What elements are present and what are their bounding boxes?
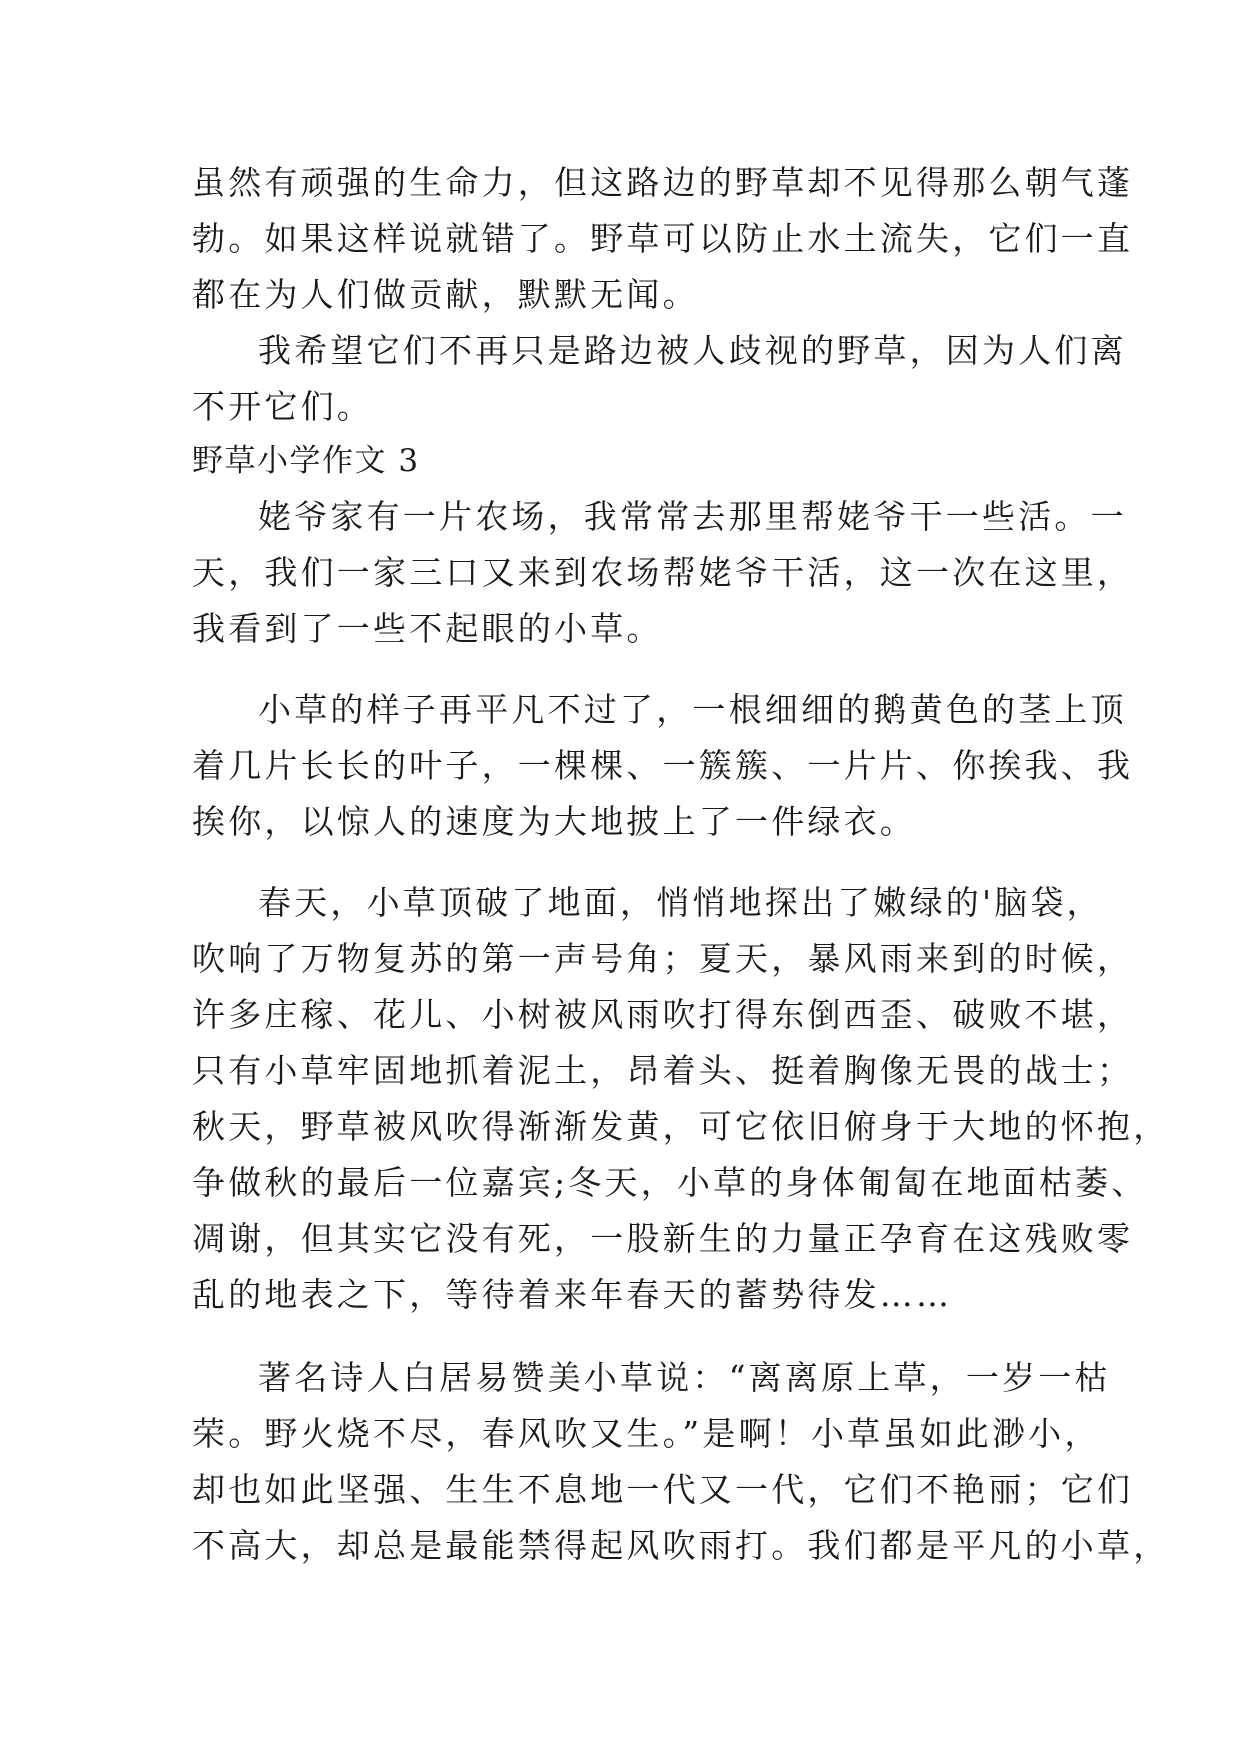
text-line: 争做秋的最后一位嘉宾;冬天，小草的身体匍匐在地面枯萎、 <box>192 1163 1148 1202</box>
text-line: 却也如此坚强、生生不息地一代又一代，它们不艳丽；它们 <box>192 1470 1134 1509</box>
text-line: 姥爷家有一片农场，我常常去那里帮姥爷干一些活。一 <box>258 497 1127 536</box>
text-line: 吹响了万物复苏的第一声号角；夏天，暴风雨来到的时候， <box>192 939 1134 978</box>
text-line: 凋谢，但其实它没有死，一股新生的力量正孕育在这残败零 <box>192 1219 1134 1258</box>
text-line: 勃。如果这样说就错了。野草可以防止水土流失，它们一直 <box>192 219 1134 258</box>
text-line: 不开它们。 <box>192 387 373 426</box>
section-heading: 野草小学作文 3 <box>192 443 420 479</box>
text-line: 不高大，却总是最能禁得起风吹雨打。我们都是平凡的小草， <box>192 1526 1170 1565</box>
text-line: 著名诗人白居易赞美小草说：“离离原上草，一岁一枯 <box>258 1358 1111 1397</box>
text-line: 乱的地表之下，等待着来年春天的蓄势待发…… <box>192 1275 953 1314</box>
text-line: 虽然有顽强的生命力，但这路边的野草却不见得那么朝气蓬 <box>192 163 1134 202</box>
text-line: 荣。野火烧不尽，春风吹又生。”是啊！小草虽如此渺小， <box>192 1414 1101 1453</box>
text-line: 我希望它们不再只是路边被人歧视的野草，因为人们离 <box>258 331 1127 370</box>
text-line: 都在为人们做贡献，默默无闻。 <box>192 275 699 314</box>
text-line: 许多庄稼、花儿、小树被风雨吹打得东倒西歪、破败不堪， <box>192 995 1134 1034</box>
text-line: 小草的样子再平凡不过了，一根细细的鹅黄色的茎上顶 <box>258 690 1127 729</box>
text-line: 着几片长长的叶子，一棵棵、一簇簇、一片片、你挨我、我 <box>192 746 1134 785</box>
text-line: 春天，小草顶破了地面，悄悄地探出了嫩绿的'脑袋， <box>258 883 1103 922</box>
text-line: 秋天，野草被风吹得渐渐发黄，可它依旧俯身于大地的怀抱， <box>192 1107 1170 1146</box>
text-line: 挨你，以惊人的速度为大地披上了一件绿衣。 <box>192 802 916 841</box>
text-line: 只有小草牢固地抓着泥土，昂着头、挺着胸像无畏的战士； <box>192 1051 1134 1090</box>
text-line: 天，我们一家三口又来到农场帮姥爷干活，这一次在这里， <box>192 553 1134 592</box>
text-line: 我看到了一些不起眼的小草。 <box>192 609 663 648</box>
